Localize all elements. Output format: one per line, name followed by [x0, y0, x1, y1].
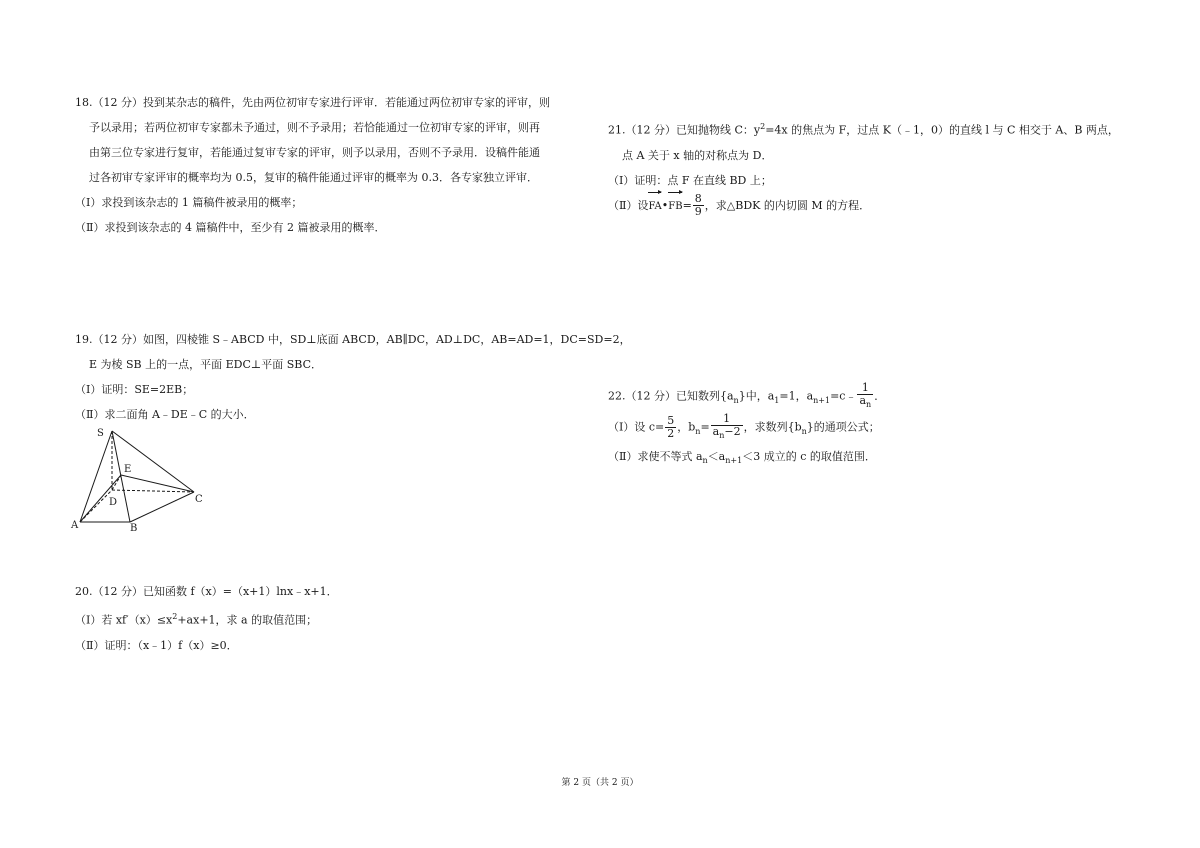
fraction-8-9 — [693, 193, 704, 218]
q18-line4: 过各初审专家评审的概率均为 0.5，复审的稿件能通过评审的概率为 0.3．各专家独立评审． — [89, 171, 538, 184]
question-18 — [75, 90, 550, 240]
q18-line2: 予以录用；若两位初审专家都未予通过，则不予录用；若恰能通过一位初审专家的评审，则再 — [89, 121, 540, 134]
fraction-den-text: a — [859, 394, 867, 407]
question-22 — [608, 382, 885, 473]
q22-part1 — [608, 413, 885, 444]
q22-p1-b-sub: n — [695, 426, 701, 436]
q22-l1-d: =c﹣ — [830, 389, 857, 403]
q18-part1: （Ⅰ）求投到该杂志的 1 篇稿件被录用的概率； — [75, 196, 303, 209]
q20-part1-sup: 2 — [172, 612, 178, 621]
label-C: C — [195, 494, 203, 505]
question-19 — [75, 327, 631, 427]
fraction-den-sub: n — [866, 400, 872, 410]
label-D: D — [109, 497, 118, 508]
q19-part1: （Ⅰ）证明：SE=2EB； — [75, 383, 194, 396]
fraction-1-over-an-minus-2 — [711, 413, 743, 442]
q22-p2-b: ＜a — [707, 449, 726, 463]
fraction-numerator: 5 — [667, 413, 675, 427]
edge-SA — [80, 431, 112, 522]
q22-l1-sub3: n+1 — [813, 395, 831, 405]
q22-l1-a: 22.（12 分）已知数列{a — [608, 389, 734, 403]
q21-line1-sup: 2 — [760, 122, 766, 131]
fraction-denominator — [711, 426, 743, 442]
q21-line1-text-a: 21.（12 分）已知抛物线 C：y — [608, 123, 761, 137]
q22-l1-b: }中，a — [738, 389, 775, 403]
fraction-denominator: 9 — [694, 205, 702, 219]
q20-part2: （Ⅱ）证明：（x﹣1）f（x）≥0． — [75, 638, 238, 652]
q20-part1-text-a: （Ⅰ）若 xf′（x）≤x — [75, 613, 173, 627]
vector-fb: FB — [668, 194, 682, 219]
equals-sign: = — [700, 420, 710, 434]
q22-p2-a: （Ⅱ）求使不等式 a — [608, 449, 703, 463]
q22-line1 — [608, 382, 885, 413]
q22-l1-sub1: n — [733, 395, 739, 405]
equals-sign: = — [682, 198, 692, 212]
q18-line3: 由第三位专家进行复审，若能通过复审专家的评审，则予以录用，否则不予录用．设稿件能通 — [89, 146, 540, 159]
q21-line2: 点 A 关于 x 轴的对称点为 D． — [622, 148, 773, 162]
q22-p1-d: }的通项公式； — [806, 420, 880, 434]
dot-product-symbol: • — [661, 198, 669, 212]
q20-part1 — [75, 604, 338, 633]
q21-part1: （Ⅰ）证明：点 F 在直线 BD 上； — [608, 173, 772, 187]
edge-AD — [80, 490, 112, 522]
label-E: E — [124, 464, 132, 475]
vector-fa: FA — [648, 194, 661, 219]
q20-part1-text-b: +ax+1，求 a 的取值范围； — [177, 613, 318, 627]
q22-p2-c: ＜3 成立的 c 的取值范围． — [742, 449, 876, 463]
fraction-1-over-an — [857, 382, 873, 411]
question-20 — [75, 579, 338, 658]
q18-line1: 18.（12 分）投到某杂志的稿件，先由两位初审专家进行评审．若能通过两位初审专家的评审，则 — [75, 96, 550, 109]
label-A: A — [71, 520, 79, 531]
label-B: B — [130, 523, 138, 534]
fraction-5-2 — [665, 415, 676, 440]
fraction-denominator: 2 — [667, 426, 675, 440]
q21-part2-text-a: （Ⅱ）设 — [608, 198, 649, 212]
q22-l1-c: =1，a — [779, 389, 814, 403]
q22-p1-c-sub: n — [801, 426, 807, 436]
fraction-den-sub: n — [719, 430, 725, 440]
q22-p1-b: ，b — [677, 420, 696, 434]
fraction-numerator: 1 — [711, 413, 743, 426]
q18-part2: （Ⅱ）求投到该杂志的 4 篇稿件中，至少有 2 篇被录用的概率． — [75, 221, 386, 234]
q22-p1-a: （Ⅰ）设 c= — [608, 420, 665, 434]
q22-l1-sub2: 1 — [774, 395, 780, 405]
q21-line1 — [608, 114, 1119, 143]
pyramid-figure — [66, 424, 216, 534]
fraction-den-text: a — [712, 424, 720, 438]
q19-line1: 19.（12 分）如图，四棱锥 S﹣ABCD 中，SD⊥底面 ABCD，AB∥DC，AD⊥DC，AB=AD=1，DC=SD=2， — [75, 333, 631, 346]
label-S: S — [97, 428, 104, 439]
q19-line2: E 为棱 SB 上的一点，平面 EDC⊥平面 SBC． — [89, 358, 322, 371]
fraction-numerator: 8 — [694, 192, 702, 206]
q21-line1-text-b: =4x 的焦点为 F，过点 K（﹣1，0）的直线 l 与 C 相交于 A、B 两点， — [765, 123, 1119, 137]
edge-BC — [130, 492, 194, 522]
q20-line1: 20.（12 分）已知函数 f（x）=（x+1）lnx﹣x+1． — [75, 585, 338, 598]
q22-l1-end: ． — [874, 389, 886, 403]
page-footer: 第 2 页（共 2 页） — [561, 778, 639, 788]
question-21 — [608, 114, 1119, 219]
q22-p1-c: ，求数列{b — [743, 420, 802, 434]
fraction-den-tail: −2 — [724, 424, 741, 438]
fraction-denominator — [857, 395, 873, 411]
q22-part2 — [608, 444, 885, 473]
q19-part2: （Ⅱ）求二面角 A﹣DE﹣C 的大小． — [75, 408, 255, 421]
q22-p2-sub1: n — [702, 455, 708, 465]
q21-part2 — [608, 193, 1119, 219]
q22-p2-sub2: n+1 — [725, 455, 743, 465]
q21-part2-text-b: ，求△BDK 的内切圆 M 的方程． — [704, 198, 871, 212]
fraction-numerator: 1 — [857, 382, 873, 395]
